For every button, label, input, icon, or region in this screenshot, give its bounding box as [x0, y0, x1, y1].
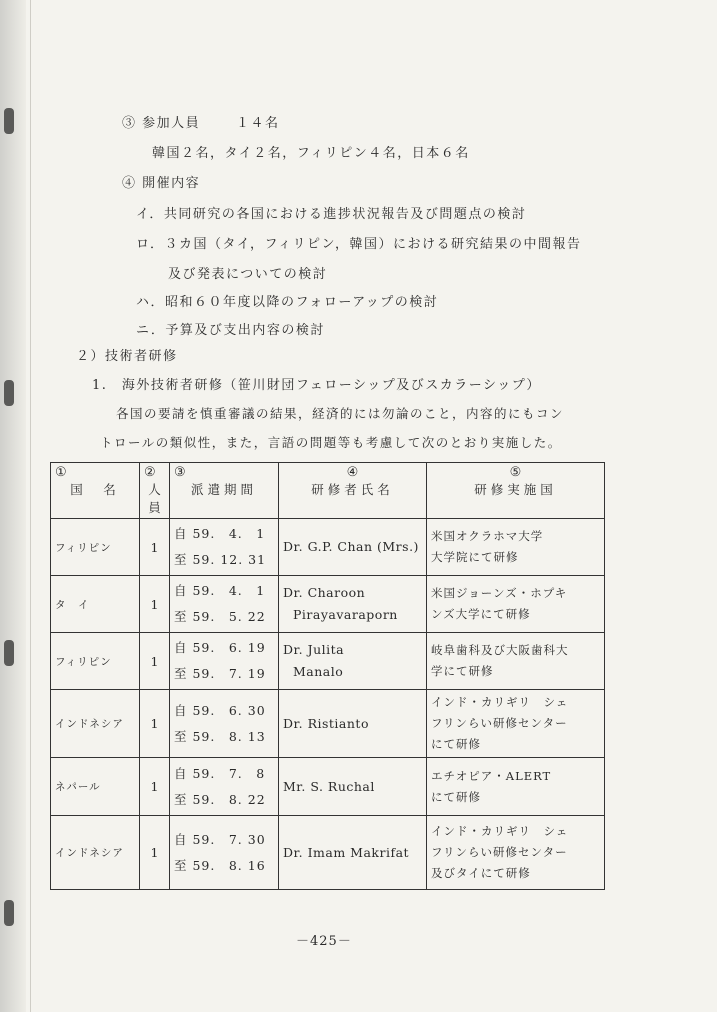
header-label: 人員: [148, 482, 161, 515]
training-subheading: 1. 海外技術者研修（笹川財団フェローシップ及びスカラーシップ）: [92, 378, 541, 393]
period-to: 至 59. 8. 16: [174, 857, 266, 873]
period-cell: [170, 633, 279, 690]
period-cell: [170, 519, 279, 576]
header-number: ④: [346, 465, 359, 480]
table-row: [51, 519, 605, 576]
header-label: 研修者氏名: [311, 482, 394, 497]
period-to: 至 59. 8. 13: [174, 728, 266, 744]
period-to: 至 59. 8. 22: [174, 791, 266, 807]
place-line3: 及びタイにて研修: [431, 866, 531, 880]
binding-hole: [4, 640, 14, 666]
table-header-row: [51, 463, 605, 519]
content-item-i: イ．共同研究の各国における進捗状況報告及び問題点の検討: [136, 207, 527, 222]
place-line2: にて研修: [431, 789, 481, 804]
header-trainee: [279, 463, 427, 519]
place-line1: 米国オクラホマ大学: [431, 529, 544, 543]
trainee-cell: [279, 519, 427, 576]
binding-hole: [4, 380, 14, 406]
header-number: ⑤: [509, 465, 522, 480]
country-cell: フィリピン: [51, 633, 140, 690]
country-cell: ネパール: [51, 758, 140, 816]
header-number: ②: [144, 465, 156, 480]
header-place: [427, 463, 605, 519]
place-cell: [427, 690, 605, 758]
participants-breakdown: 韓国２名，タイ２名，フィリピン４名，日本６名: [152, 146, 470, 161]
binding-hole: [4, 900, 14, 926]
table-row: [51, 633, 605, 690]
place-line1: 米国ジョーンズ・ホプキ: [431, 586, 568, 600]
place-cell: [427, 758, 605, 816]
trainee-name-line1: Dr. Charoon: [283, 585, 366, 600]
country-cell: タ イ: [51, 576, 140, 633]
period-from: 自 59. 4. 1: [174, 526, 266, 541]
trainee-cell: [279, 576, 427, 633]
trainee-cell: [279, 633, 427, 690]
country-cell: フィリピン: [51, 519, 140, 576]
trainee-name-line2: Pirayavaraporn: [293, 607, 398, 622]
content-item-ro-cont: 及び発表についての検討: [168, 267, 328, 282]
table-row: [51, 758, 605, 816]
trainee-name-line1: Mr. S. Ruchal: [283, 778, 375, 794]
header-count: [140, 463, 170, 519]
trainee-cell: [279, 758, 427, 816]
place-cell: [427, 576, 605, 633]
place-cell: [427, 633, 605, 690]
place-line2: フリンらい研修センター: [431, 716, 568, 730]
content-item-ro: ロ．３カ国（タイ，フィリピン，韓国）における研究結果の中間報告: [136, 237, 582, 252]
trainee-name-line1: Dr. G.P. Chan (Mrs.): [283, 539, 419, 554]
period-from: 自 59. 4. 1: [174, 583, 266, 598]
period-to: 至 59. 5. 22: [174, 609, 266, 624]
country-cell: インドネシア: [51, 816, 140, 890]
training-table: [50, 462, 605, 890]
header-label: 派遣期間: [190, 482, 257, 497]
header-number: ③: [174, 465, 186, 480]
table-row: [51, 690, 605, 758]
training-paragraph-line1: 各国の要請を慎重審議の結果，経済的には勿論のこと，内容的にもコン: [116, 406, 565, 421]
training-paragraph-line2: トロールの類似性，また，言語の問題等も考慮して次のとおり実施した。: [100, 435, 562, 450]
place-line1: インド・カリギリ シェ: [431, 695, 569, 709]
binding-hole: [4, 108, 14, 134]
content-heading: ④ 開催内容: [122, 176, 201, 191]
period-to: 至 59. 7. 19: [174, 666, 266, 681]
header-label: 国 名: [70, 482, 120, 497]
count-cell: 1: [140, 690, 170, 758]
period-cell: [170, 816, 279, 890]
place-line2: ンズ大学にて研修: [431, 607, 531, 621]
content-item-ha: ハ．昭和６０年度以降のフォローアップの検討: [136, 295, 439, 310]
place-line2: フリンらい研修センター: [431, 845, 568, 859]
count-cell: 1: [140, 758, 170, 816]
training-heading: ２）技術者研修: [76, 349, 178, 364]
period-cell: [170, 576, 279, 633]
page-binding-shadow: [0, 0, 26, 1012]
header-country: [51, 463, 140, 519]
header-period: [170, 463, 279, 519]
content-item-ni: ニ．予算及び支出内容の検討: [136, 323, 325, 338]
period-cell: [170, 690, 279, 758]
place-line2: 学にて研修: [431, 664, 494, 678]
place-line1: 岐阜歯科及び大阪歯科大: [431, 643, 569, 657]
place-cell: [427, 816, 605, 890]
period-from: 自 59. 7. 8: [174, 765, 266, 781]
period-cell: [170, 758, 279, 816]
participants-heading: ③ 参加人員: [122, 116, 201, 131]
header-label: 研修実施国: [474, 482, 557, 497]
trainee-cell: [279, 690, 427, 758]
country-cell: インドネシア: [51, 690, 140, 758]
period-to: 至 59. 12. 31: [174, 552, 267, 567]
place-line1: インド・カリギリ シェ: [431, 824, 569, 838]
page-edge: [30, 0, 31, 1012]
trainee-name-line1: Dr. Imam Makrifat: [283, 844, 410, 860]
place-line2: 大学院にて研修: [431, 550, 519, 564]
trainee-name-line1: Dr. Julita: [283, 642, 345, 657]
trainee-cell: [279, 816, 427, 890]
page-number: －425－: [296, 934, 352, 949]
place-cell: [427, 519, 605, 576]
count-cell: 1: [140, 576, 170, 633]
trainee-name-line1: Dr. Ristianto: [283, 715, 369, 731]
count-cell: 1: [140, 816, 170, 890]
trainee-name-line2: Manalo: [293, 664, 344, 679]
count-cell: 1: [140, 633, 170, 690]
place-line3: にて研修: [431, 737, 481, 751]
place-line1: エチオピア・ALERT: [431, 768, 552, 783]
period-from: 自 59. 6. 30: [174, 702, 266, 718]
count-cell: 1: [140, 519, 170, 576]
participants-total: １４名: [236, 116, 280, 131]
table-row: [51, 816, 605, 890]
period-from: 自 59. 6. 19: [174, 640, 266, 655]
period-from: 自 59. 7. 30: [174, 831, 266, 847]
table-row: [51, 576, 605, 633]
header-number: ①: [55, 465, 67, 480]
